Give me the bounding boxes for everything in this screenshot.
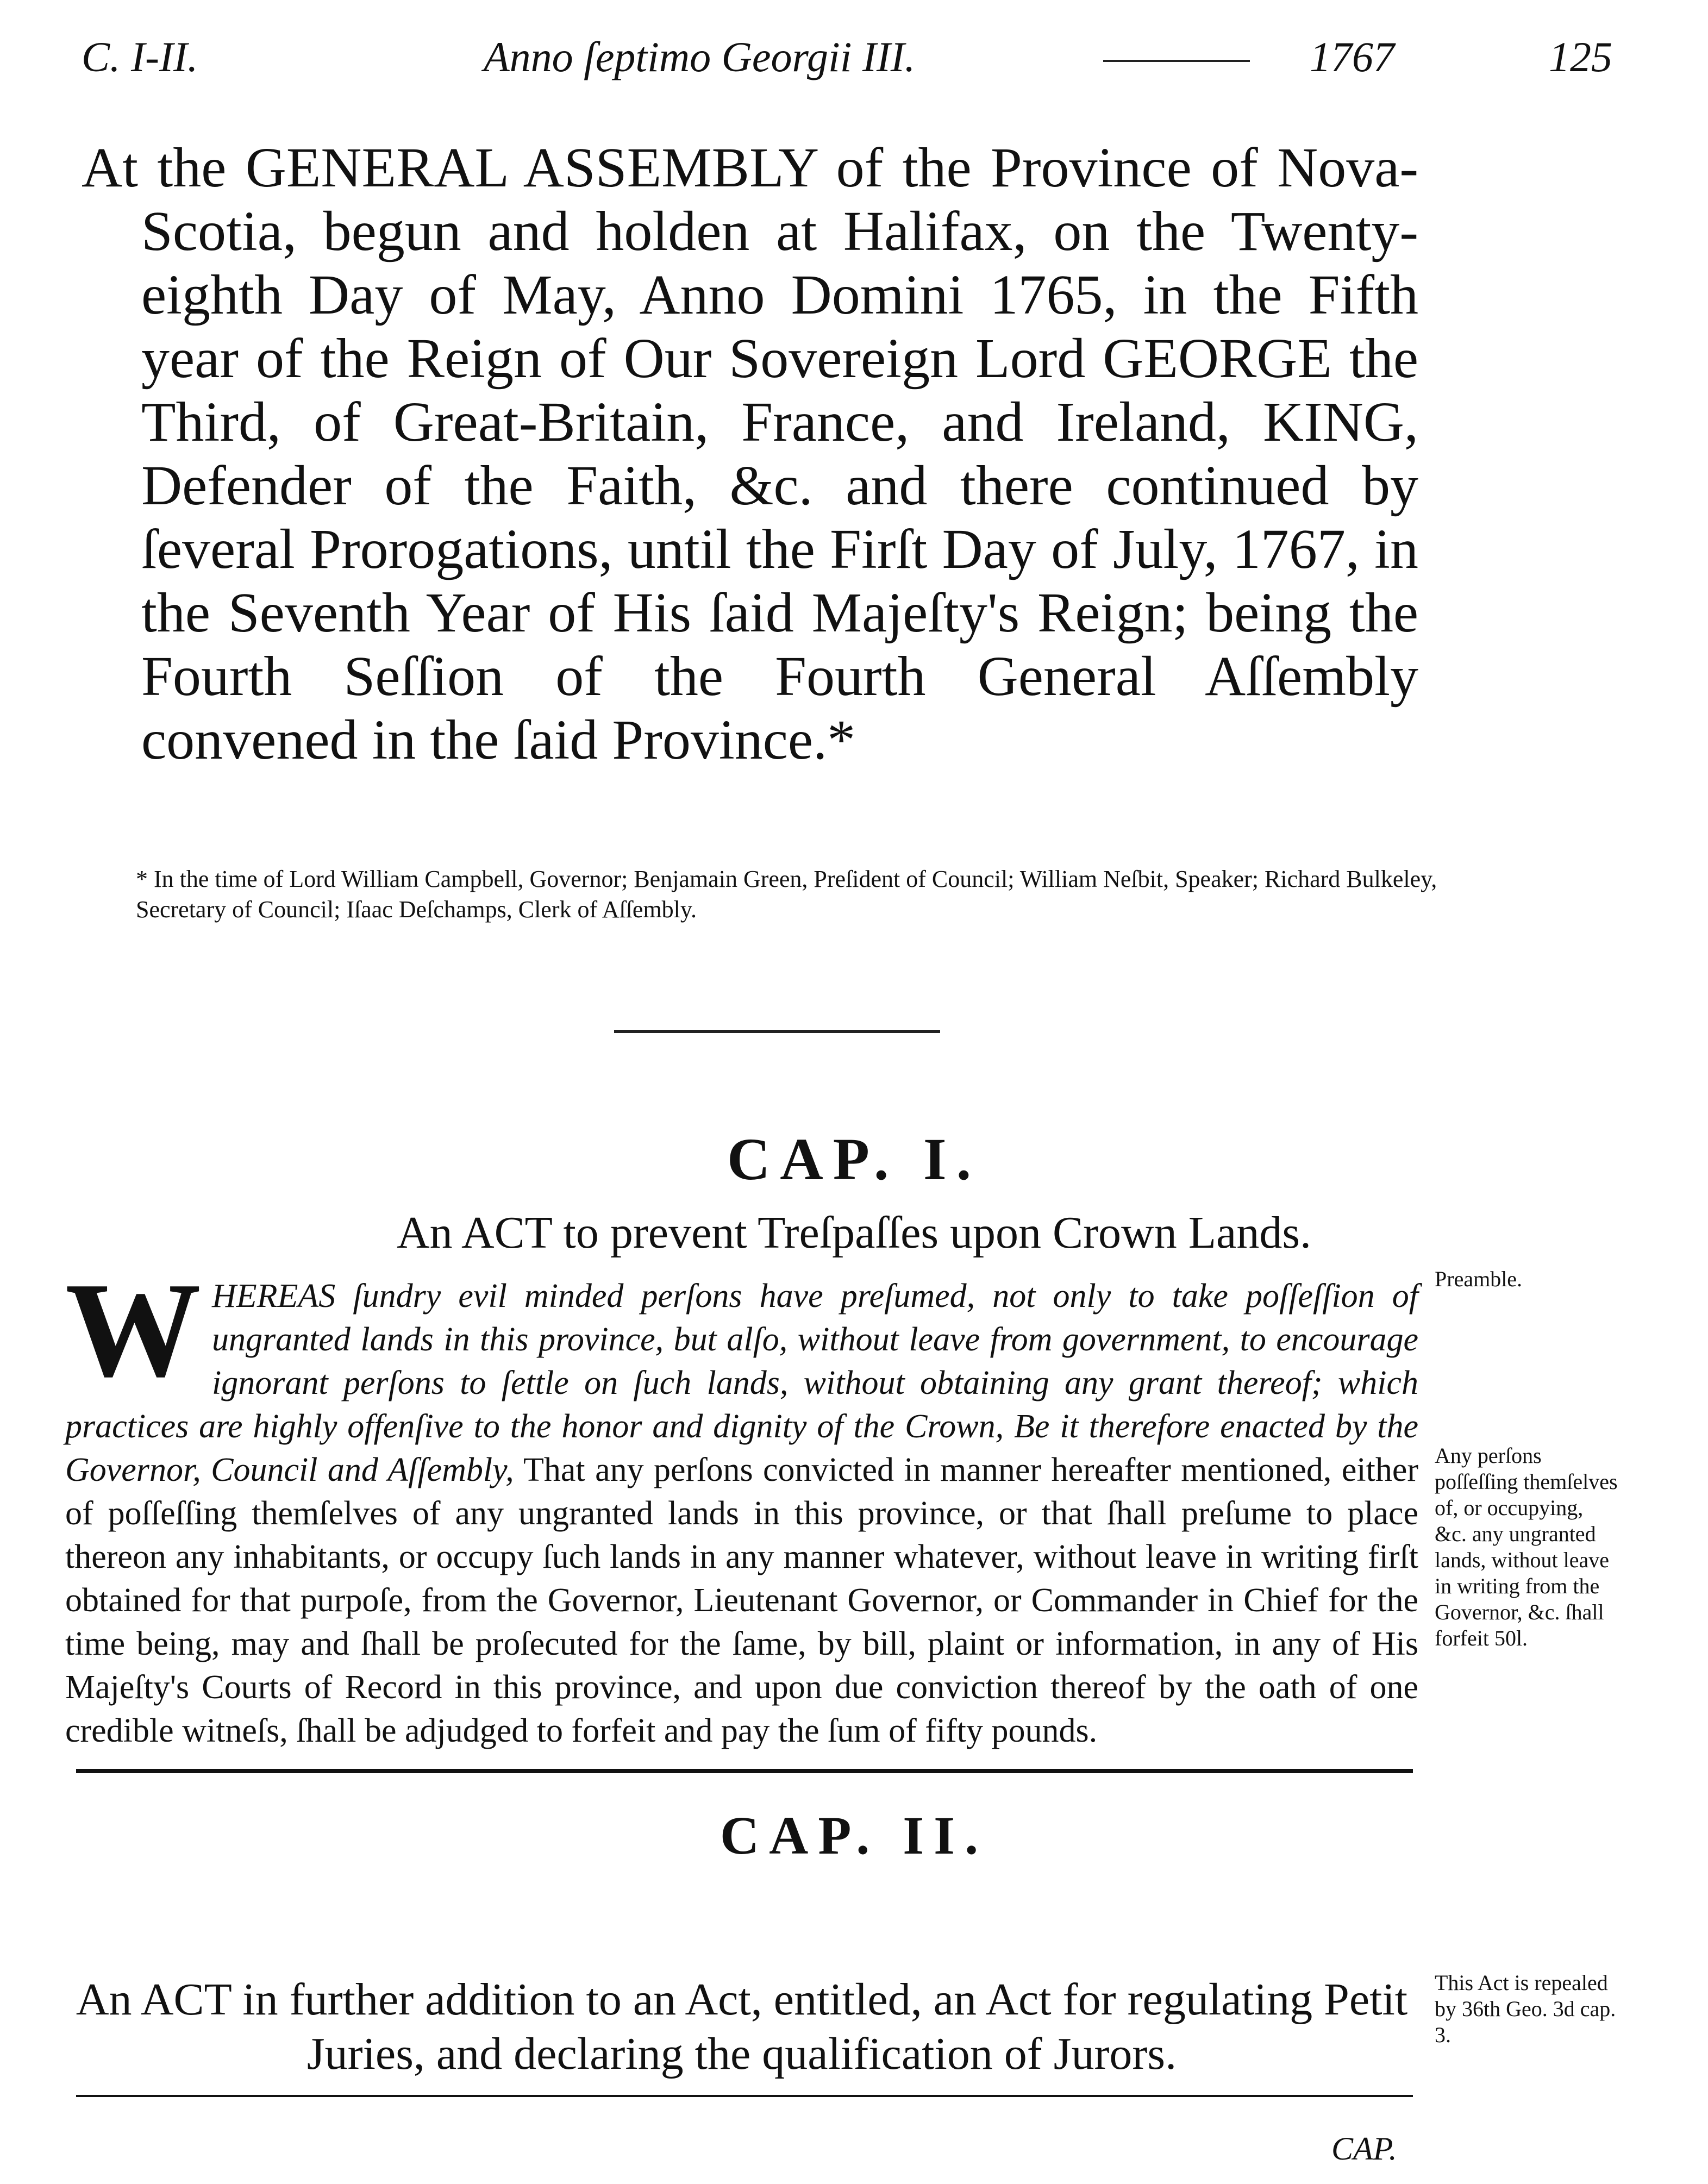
header-cap-reference: C. I-II. (82, 33, 198, 80)
assembly-introduction (82, 136, 1418, 772)
cap-1-preamble-text: HEREAS ſundry evil minded perſons have preſumed, not only to take poſſeſſion of ungranted lands in this province, but alſo, without leave from government, to encourage ignorant perſons to ſettle on ſuch lands, without obtaining any grant thereof; which practices are highly offenſive to the honor and dignity of the Crown, Be it therefore enacted by the Governor, Council and Aſſembly, (65, 1278, 1418, 1488)
footnote: * In the time of Lord William Campbell, Governor; Benjamain Green, Preſident of Council; William Neſbit, Speaker; Richard Bulkeley, Secretary of Council; Iſaac Deſchamps, Clerk of Aſſembly. (136, 866, 1437, 923)
catchword: CAP. (1331, 2131, 1397, 2167)
introduction-text: At the GENERAL ASSEMBLY of the Province of Nova-Scotia, begun and holden at Halifax, on the Twenty-eighth Day of May, Anno Domini 1765, in the Fifth year of the Reign of Our Sovereign Lord GEORGE the Third, of Great-Britain, France, and Ireland, KING, Defender of the Faith, &c. and there continued by ſeveral Prorogations, until the Firſt Day of July, 1767, in the Seventh Year of His ſaid Majeſty's Reign; being the Fourth Seſſion of the Fourth General Aſſembly convened in the ſaid Province.* (82, 136, 1418, 771)
header-running-title: Anno ſeptimo Georgii III. (484, 33, 916, 80)
cap-1-title: An ACT to prevent Treſpaſſes upon Crown Lands. (396, 1207, 1312, 1258)
margin-note-preamble: Preamble. (1435, 1267, 1523, 1291)
margin-note-repeal: This Act is repealed by 36th Geo. 3d cap. 3. (1435, 1970, 1616, 2047)
cap-1-enacting-text: That any perſons convicted in manner hereafter mentioned, either of poſſeſſing themſelves of any ungranted lands in this province, or that ſhall preſume to place thereon any inhabitants, or occupy ſuch lands in any manner whatever, without leave in writing firſt obtained for that purpoſe, from the Governor, Lieutenant Governor, or Commander in Chief for the time being, may and ſhall be proſecuted for the ſame, by bill, plaint or information, in any of His Majeſty's Courts of Record in this province, and upon due conviction thereof by the oath of one credible witneſs, ſhall be adjudged to forfeit and pay the ſum of fifty pounds. (65, 1451, 1418, 1749)
running-header (82, 33, 1636, 98)
section-divider (76, 1769, 1413, 1773)
header-year: 1767 (1310, 33, 1394, 80)
cap-1-body (65, 1255, 1418, 1753)
margin-note-penalty: Any perſons poſſeſſing themſelves of, or occupying, &c. any ungranted lands, without leave in writing from the Governor, &c. ſhall forfeit 50l. (1435, 1443, 1618, 1650)
section-divider (76, 2095, 1413, 2097)
cap-1-heading: CAP. I. (727, 1126, 981, 1192)
header-rule (1103, 60, 1250, 62)
cap-2-heading: CAP. II. (720, 1805, 988, 1866)
drop-cap: W (65, 1255, 201, 1405)
page-number: 125 (1549, 33, 1612, 80)
cap-2-title: An ACT in further addition to an Act, entitled, an Act for regulating Petit Juries, and declaring the qualification of Jurors. (76, 1974, 1408, 2079)
ornamental-divider (614, 1030, 940, 1033)
